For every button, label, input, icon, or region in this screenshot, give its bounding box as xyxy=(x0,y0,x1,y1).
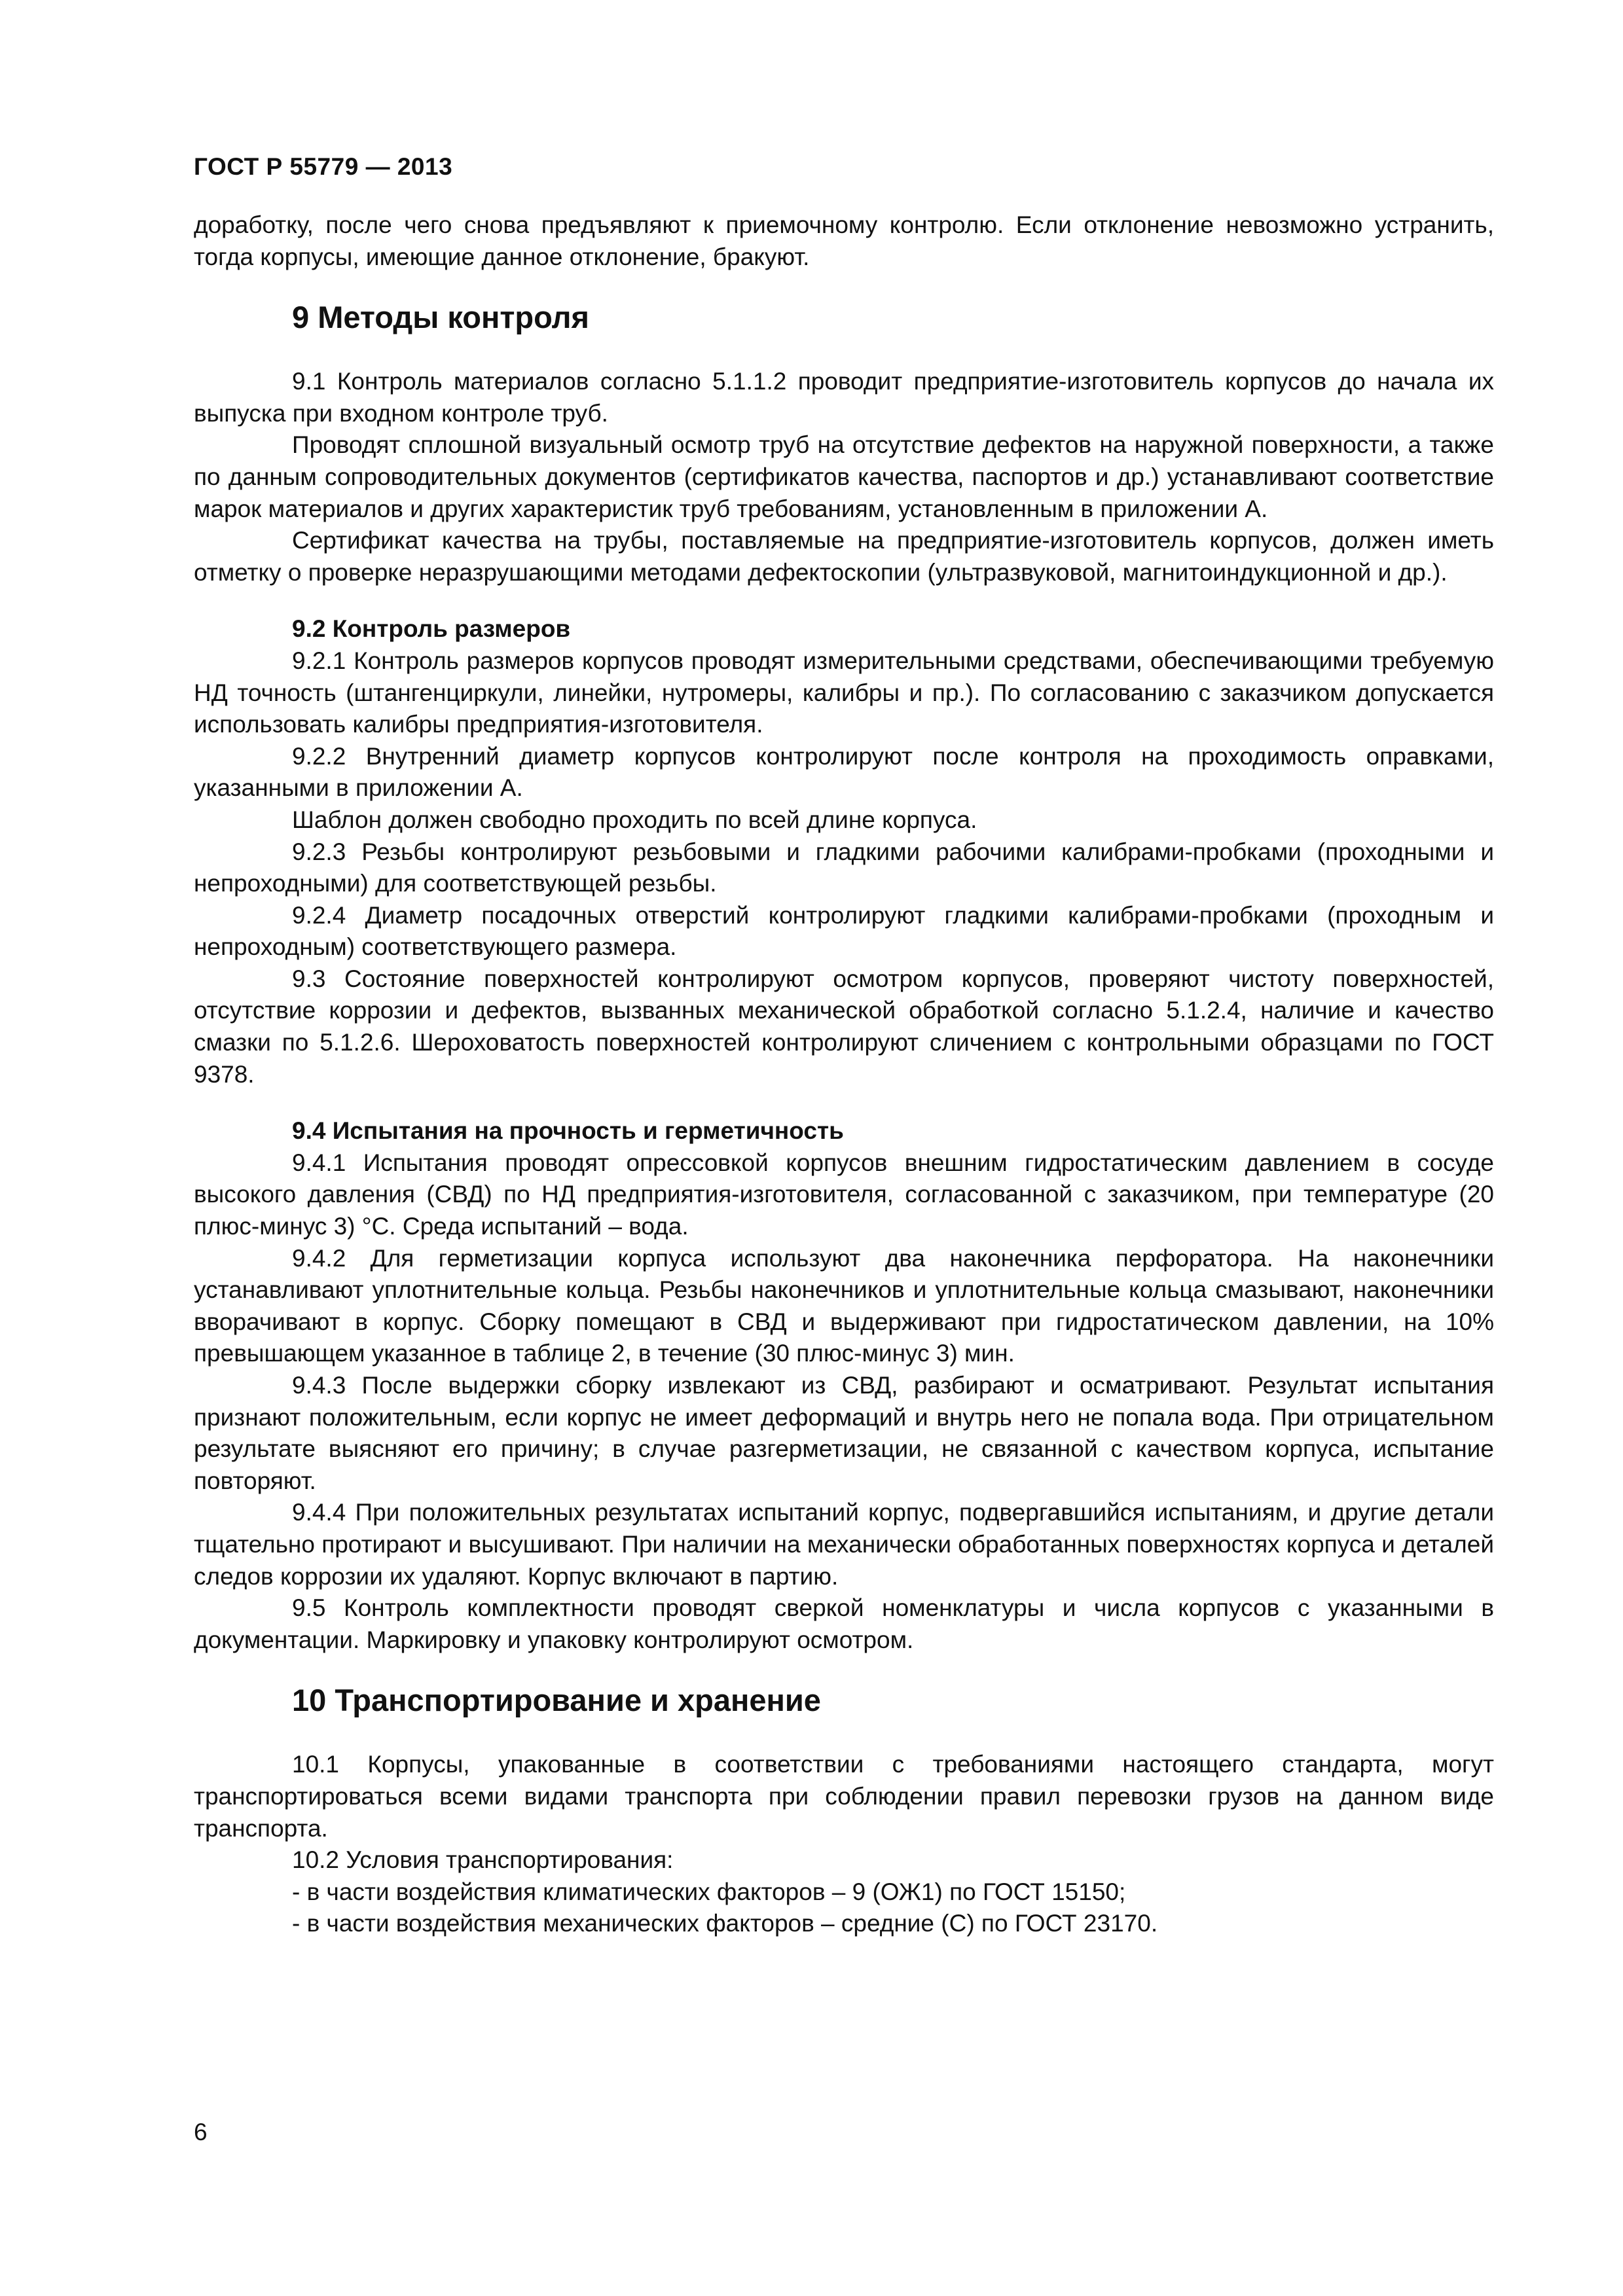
paragraph-9-2-2: 9.2.2 Внутренний диаметр корпусов контролируют после контроля на проходимость оправками, указанными в приложении А. xyxy=(194,742,1494,802)
paragraph-9-2-4: 9.2.4 Диаметр посадочных отверстий контролируют гладкими калибрами-пробками (проходным и непроходным) соответствующего размера. xyxy=(194,901,1494,961)
section-10-title: 10 Транспортирование и хранение xyxy=(292,1683,821,1718)
subsection-9-4-title: 9.4 Испытания на прочность и герметичность xyxy=(292,1117,844,1145)
paragraph-9-4-1: 9.4.1 Испытания проводят опрессовкой корпусов внешним гидростатическим давлением в сосуде высокого давления (СВД) по НД предприятия-изготовителя, согласованной с заказчиком, при температуре (20 плюс-минус 3) °С. Среда испытаний – вода. xyxy=(194,1149,1494,1240)
section-9-title: 9 Методы контроля xyxy=(292,300,589,335)
page-number: 6 xyxy=(194,2119,208,2145)
paragraph-10-2: 10.2 Условия транспортирования: xyxy=(292,1846,674,1874)
paragraph-9-4-2: 9.4.2 Для герметизации корпуса используют два наконечника перфоратора. На наконечники устанавливают уплотнительные кольца. Резьбы наконечников и уплотнительные кольца смазывают, наконечники вворачивают в корпус. Сборку помещают в СВД и выдерживают при гидростатическом давлении, на 10% превышающем указанное в таблице 2, в течение (30 плюс-минус 3) мин. xyxy=(194,1244,1494,1367)
list-item-climatic: - в части воздействия климатических факторов – 9 (ОЖ1) по ГОСТ 15150; xyxy=(292,1878,1126,1905)
paragraph-9-2-2-b: Шаблон должен свободно проходить по всей длине корпуса. xyxy=(292,806,977,833)
paragraph-9-5: 9.5 Контроль комплектности проводят сверкой номенклатуры и числа корпусов с указанными в документации. Маркировку и упаковку контролируют осмотром. xyxy=(194,1594,1494,1653)
list-item-mechanical: - в части воздействия механических факторов – средние (С) по ГОСТ 23170. xyxy=(292,1910,1158,1937)
paragraph-9-3: 9.3 Состояние поверхностей контролируют осмотром корпусов, проверяют чистоту поверхностей, отсутствие коррозии и дефектов, вызванных механической обработкой согласно 5.1.2.4, наличие и качество смазки по 5.1.2.6. Шероховатость поверхностей контролируют сличением с контрольными образцами по ГОСТ 9378. xyxy=(194,965,1494,1088)
paragraph-9-1-b: Проводят сплошной визуальный осмотр труб на отсутствие дефектов на наружной поверхности, а также по данным сопроводительных документов (сертификатов качества, паспортов и др.) устанавливают соответствие марок материалов и других характеристик труб требованиям, установленным в приложении А. xyxy=(194,431,1494,522)
paragraph-9-2-1: 9.2.1 Контроль размеров корпусов проводят измерительными средствами, обеспечивающими требуемую НД точность (штангенциркули, линейки, нутромеры, калибры и пр.). По согласованию с заказчиком допускается использовать калибры предприятия-изготовителя. xyxy=(194,647,1494,738)
intro-paragraph: доработку, после чего снова предъявляют к приемочному контролю. Если отклонение невозможно устранить, тогда корпусы, имеющие данное отклонение, бракуют. xyxy=(194,211,1494,270)
paragraph-9-4-3: 9.4.3 После выдержки сборку извлекают из СВД, разбирают и осматривают. Результат испытания признают положительным, если корпус не имеет деформаций и внутрь него не попала вода. При отрицательном результате выясняют его причину; в случае разгерметизации, не связанной с качеством корпуса, испытание повторяют. xyxy=(194,1372,1494,1494)
paragraph-9-2-3: 9.2.3 Резьбы контролируют резьбовыми и гладкими рабочими калибрами-пробками (проходными и непроходными) для соответствующей резьбы. xyxy=(194,838,1494,897)
document-header: ГОСТ Р 55779 — 2013 xyxy=(194,153,453,180)
paragraph-10-1: 10.1 Корпусы, упакованные в соответствии с требованиями настоящего стандарта, могут транспортироваться всеми видами транспорта при соблюдении правил перевозки грузов на данном виде транспорта. xyxy=(194,1751,1494,1842)
paragraph-9-4-4: 9.4.4 При положительных результатах испытаний корпус, подвергавшийся испытаниям, и другие детали тщательно протирают и высушивают. При наличии на механически обработанных поверхностях корпуса и деталей следов коррозии их удаляют. Корпус включают в партию. xyxy=(194,1499,1494,1590)
paragraph-9-1-c: Сертификат качества на трубы, поставляемые на предприятие-изготовитель корпусов, должен иметь отметку о проверке неразрушающими методами дефектоскопии (ультразвуковой, магнитоиндукционной и др.). xyxy=(194,527,1494,586)
subsection-9-2-title: 9.2 Контроль размеров xyxy=(292,615,571,643)
document-body xyxy=(194,209,1494,1940)
paragraph-9-1: 9.1 Контроль материалов согласно 5.1.1.2 проводит предприятие-изготовитель корпусов до начала их выпуска при входном контроле труб. xyxy=(194,368,1494,427)
